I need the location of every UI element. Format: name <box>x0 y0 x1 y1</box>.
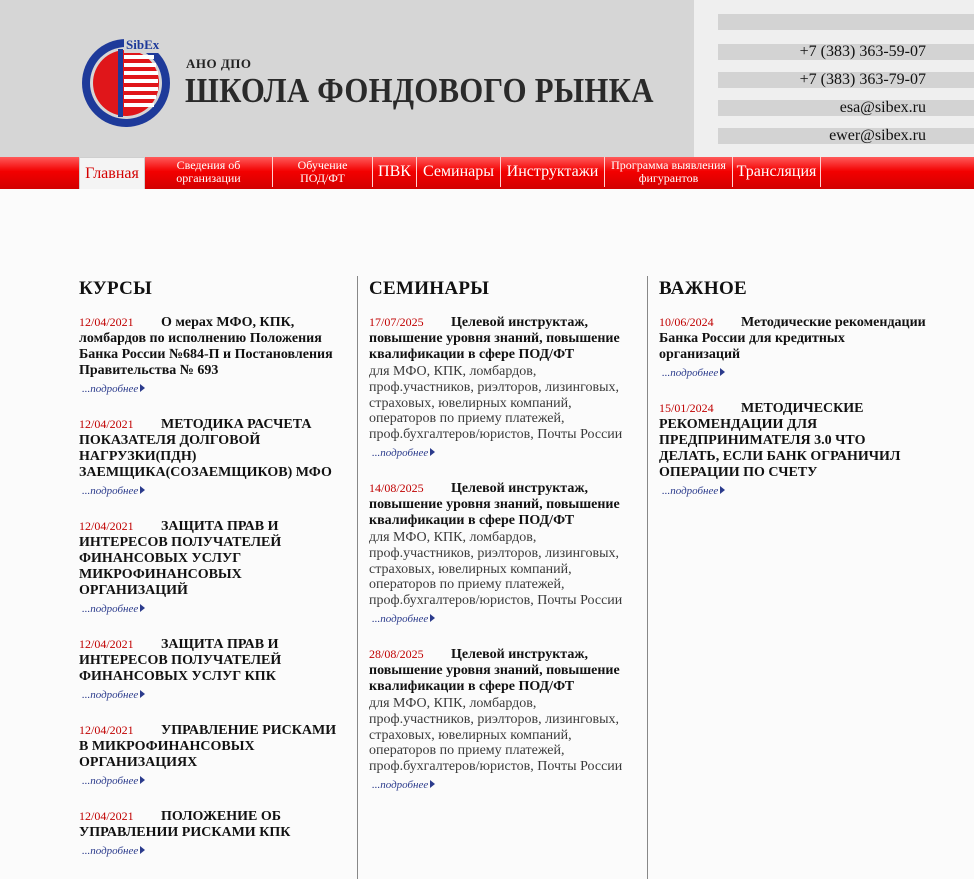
arrow-right-icon <box>720 368 725 376</box>
entry-title[interactable]: 12/04/2021 ПОЛОЖЕНИЕ ОБ УПРАВЛЕНИИ РИСКАМИ КПК <box>79 809 291 840</box>
arrow-right-icon <box>140 776 145 784</box>
entry-date: 12/04/2021 <box>79 723 134 737</box>
entry-date: 28/08/2025 <box>369 646 424 661</box>
arrow-right-icon <box>140 846 145 854</box>
arrow-right-icon <box>430 780 435 788</box>
more-link[interactable]: ...подробнее <box>82 689 145 701</box>
logo-icon[interactable] <box>80 37 172 129</box>
nav-item-detection-program[interactable]: Программа выявления фигурантов <box>605 157 733 187</box>
entry-date: 12/04/2021 <box>79 809 134 823</box>
list-item <box>79 722 344 789</box>
entry-date: 17/07/2025 <box>369 315 424 329</box>
important-column <box>659 278 929 518</box>
org-name-title: ШКОЛА ФОНДОВОГО РЫНКА <box>185 71 654 110</box>
contact-phone-1: +7 (383) 363-59-07 <box>718 44 974 60</box>
nav-item-pvk[interactable]: ПВК <box>373 157 417 187</box>
entry-title[interactable]: 12/04/2021 ЗАЩИТА ПРАВ И ИНТЕРЕСОВ ПОЛУЧАТЕЛЕЙ ФИНАНСОВЫХ УСЛУГ МИКРОФИНАНСОВЫХ ОРГАНИЗАЦИЙ <box>79 519 282 598</box>
list-item <box>79 808 344 859</box>
org-type-label: АНО ДПО <box>186 56 252 71</box>
seminars-heading: СЕМИНАРЫ <box>369 278 490 299</box>
more-link[interactable]: ...подробнее <box>82 603 145 615</box>
entry-title[interactable]: 12/04/2021 ЗАЩИТА ПРАВ И ИНТЕРЕСОВ ПОЛУЧАТЕЛЕЙ ФИНАНСОВЫХ УСЛУГ КПК <box>79 637 282 684</box>
nav-item-seminars[interactable]: Семинары <box>417 157 501 187</box>
entry-title[interactable]: 10/06/2024 Методические рекомендации Банка России для кредитных организаций <box>659 315 926 362</box>
more-link[interactable]: ...подробнее <box>372 447 435 459</box>
more-link[interactable]: ...подробнее <box>662 485 725 497</box>
entry-title[interactable]: 14/08/2025 Целевой инструктаж, повышение уровня знаний, повышение квалификации в сфере ПОД/ФТ <box>369 480 620 528</box>
entry-description: для МФО, КПК, ломбардов, проф.участников, риэлторов, лизинговых, страховых, ювелирных компаний, операторов по приему платежей, проф.бухгалтеров/юристов, Почты России <box>369 695 623 775</box>
more-link[interactable]: ...подробнее <box>82 485 145 497</box>
more-link[interactable]: ...подробнее <box>372 613 435 625</box>
list-item <box>369 314 631 461</box>
list-item <box>659 314 929 381</box>
entry-date: 10/06/2024 <box>659 315 714 329</box>
contact-phone-2: +7 (383) 363-79-07 <box>718 72 974 88</box>
more-link[interactable]: ...подробнее <box>82 383 145 395</box>
arrow-right-icon <box>140 604 145 612</box>
contact-email-2[interactable]: ewer@sibex.ru <box>718 128 974 144</box>
arrow-right-icon <box>140 690 145 698</box>
more-link[interactable]: ...подробнее <box>372 779 435 791</box>
list-item <box>79 416 344 499</box>
entry-description: для МФО, КПК, ломбардов, проф.участников, риэлторов, лизинговых, страховых, ювелирных компаний, операторов по приему платежей, проф.бухгалтеров/юристов, Почты России <box>369 529 623 609</box>
more-link[interactable]: ...подробнее <box>82 775 145 787</box>
entry-title[interactable]: 17/07/2025 Целевой инструктаж, повышение уровня знаний, повышение квалификации в сфере ПОД/ФТ <box>369 315 620 362</box>
entry-title[interactable]: 28/08/2025 Целевой инструктаж, повышение уровня знаний, повышение квалификации в сфере ПОД/ФТ <box>369 646 620 694</box>
arrow-right-icon <box>430 448 435 456</box>
arrow-right-icon <box>430 614 435 622</box>
important-heading: ВАЖНОЕ <box>659 278 748 299</box>
column-divider <box>357 276 358 879</box>
column-divider <box>647 276 648 879</box>
entry-date: 12/04/2021 <box>79 417 134 431</box>
nav-item-home[interactable]: Главная <box>79 157 145 189</box>
list-item <box>369 646 631 793</box>
entry-title[interactable]: 15/01/2024 МЕТОДИЧЕСКИЕ РЕКОМЕНДАЦИИ ДЛЯ ПРЕДПРИНИМАТЕЛЯ 3.0 ЧТО ДЕЛАТЬ, ЕСЛИ БАНК ОГРАНИЧИЛ ОПЕРАЦИИ ПО СЧЕТУ <box>659 401 901 480</box>
entry-date: 14/08/2025 <box>369 480 424 495</box>
list-item <box>79 314 344 397</box>
nav-item-briefings[interactable]: Инструктажи <box>501 157 605 187</box>
main-nav <box>0 157 974 189</box>
entry-title[interactable]: 12/04/2021 УПРАВЛЕНИЕ РИСКАМИ В МИКРОФИНАНСОВЫХ ОРГАНИЗАЦИЯХ <box>79 723 337 770</box>
entry-date: 15/01/2024 <box>659 401 714 415</box>
arrow-right-icon <box>140 486 145 494</box>
courses-column <box>79 278 344 878</box>
entry-title[interactable]: 12/04/2021 О мерах МФО, КПК, ломбардов по исполнению Положения Банка России №684-П и Постановления Правительства № 693 <box>79 315 333 378</box>
seminars-column <box>369 278 631 812</box>
arrow-right-icon <box>140 384 145 392</box>
list-item <box>79 518 344 617</box>
nav-item-aml-training[interactable]: Обучение ПОД/ФТ <box>273 157 373 187</box>
entry-description: для МФО, КПК, ломбардов, проф.участников, риэлторов, лизинговых, страховых, ювелирных компаний, операторов по приему платежей, проф.бухгалтеров/юристов, Почты России <box>369 364 623 443</box>
more-link[interactable]: ...подробнее <box>82 845 145 857</box>
arrow-right-icon <box>720 486 725 494</box>
list-item <box>659 400 929 499</box>
courses-heading: КУРСЫ <box>79 278 153 299</box>
entry-date: 12/04/2021 <box>79 637 134 651</box>
nav-item-about[interactable]: Сведения об организации <box>145 157 273 187</box>
list-item <box>369 480 631 627</box>
logo-text: SibEx <box>126 37 160 52</box>
entry-date: 12/04/2021 <box>79 519 134 533</box>
entry-title[interactable]: 12/04/2021 МЕТОДИКА РАСЧЕТА ПОКАЗАТЕЛЯ ДОЛГОВОЙ НАГРУЗКИ(ПДН) ЗАЕМЩИКА(СОЗАЕМЩИКОВ) МФО <box>79 417 332 480</box>
more-link[interactable]: ...подробнее <box>662 367 725 379</box>
entry-date: 12/04/2021 <box>79 315 134 329</box>
nav-item-broadcast[interactable]: Трансляция <box>733 157 821 187</box>
contact-bar-empty <box>718 14 974 30</box>
contact-email-1[interactable]: esa@sibex.ru <box>718 100 974 116</box>
list-item <box>79 636 344 703</box>
